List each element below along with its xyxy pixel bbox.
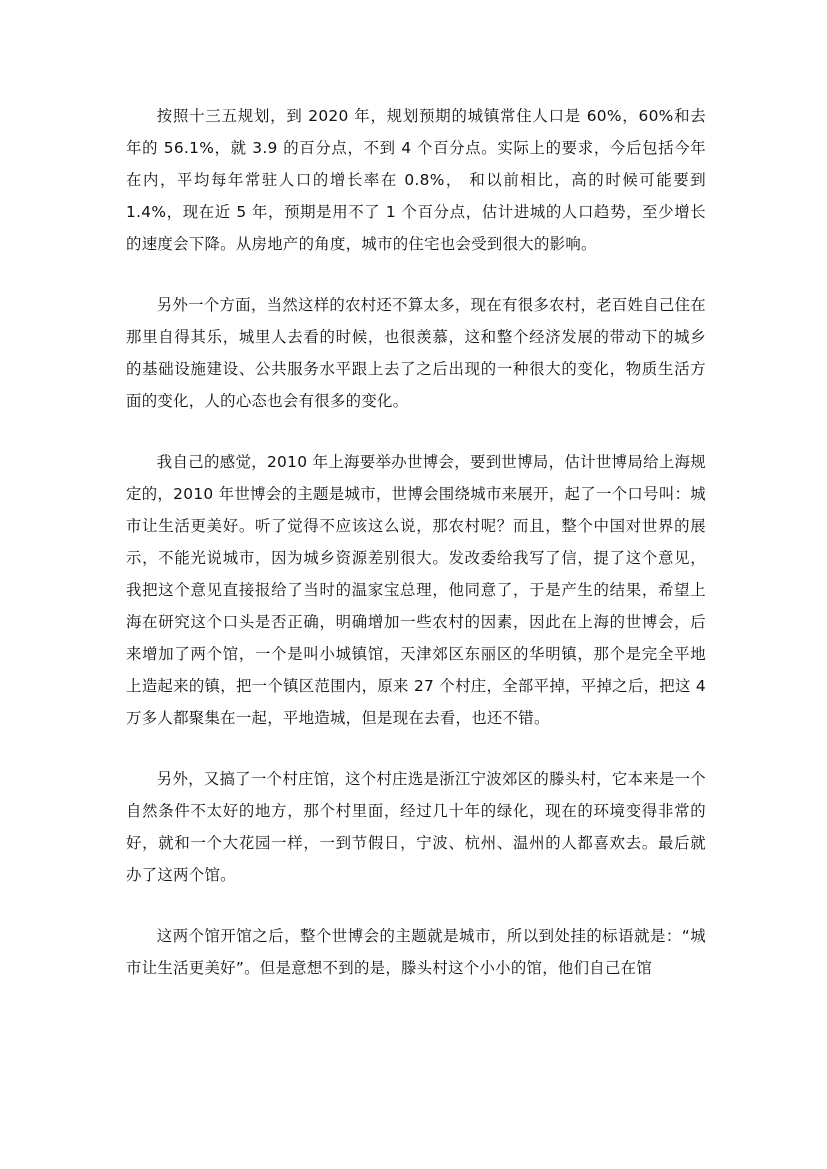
paragraph-1: 按照十三五规划，到 2020 年，规划预期的城镇常住人口是 60%，60%和去年的 56.1%，就 3.9 的百分点，不到 4 个百分点。实际上的要求，今后包括今年在内，平均每年常驻人口的增长率在 0.8%， 和以前相比，高的时候可能要到 1.4%，现在近 5 年，预期是用不了 1 个百分点，估计进城的人口趋势，至少增长的速度会下降。从房地产的角度，城市的住宅也会受到很大的影响。: [126, 107, 706, 253]
paragraph-4: 另外，又搞了一个村庄馆，这个村庄选是浙江宁波郊区的滕头村，它本来是一个自然条件不太好的地方，那个村里面，经过几十年的绿化，现在的环境变得非常的好，就和一个大花园一样，一到节假日，宁波、杭州、温州的人都喜欢去。最后就办了这两个馆。: [126, 770, 706, 884]
body-text: [126, 100, 706, 984]
paragraph-3: 我自己的感觉，2010 年上海要举办世博会，要到世博局，估计世博局给上海规定的，2010 年世博会的主题是城市，世博会围绕城市来展开，起了一个口号叫：城市让生活更美好。听了觉得不应该这么说，那农村呢？而且，整个中国对世界的展示，不能光说城市，因为城乡资源差别很大。发改委给我写了信，提了这个意见，我把这个意见直接报给了当时的温家宝总理，他同意了，于是产生的结果，希望上海在研究这个口头是否正确，明确增加一些农村的因素，因此在上海的世博会，后来增加了两个馆，一个是叫小城镇馆，天津郊区东丽区的华明镇，那个是完全平地上造起来的镇，把一个镇区范围内，原来 27 个村庄，全部平掉，平掉之后，把这 4 万多人都聚集在一起，平地造城，但是现在去看，也还不错。: [126, 453, 706, 727]
paragraph-5: 这两个馆开馆之后，整个世博会的主题就是城市，所以到处挂的标语就是：“城市让生活更美好”。但是意想不到的是，滕头村这个小小的馆，他们自己在馆: [126, 927, 706, 977]
paragraph-2: 另外一个方面，当然这样的农村还不算太多，现在有很多农村，老百姓自己住在那里自得其乐，城里人去看的时候，也很羡慕，这和整个经济发展的带动下的城乡的基础设施建设、公共服务水平跟上去了之后出现的一种很大的变化，物质生活方面的变化，人的心态也会有很多的变化。: [126, 296, 706, 410]
